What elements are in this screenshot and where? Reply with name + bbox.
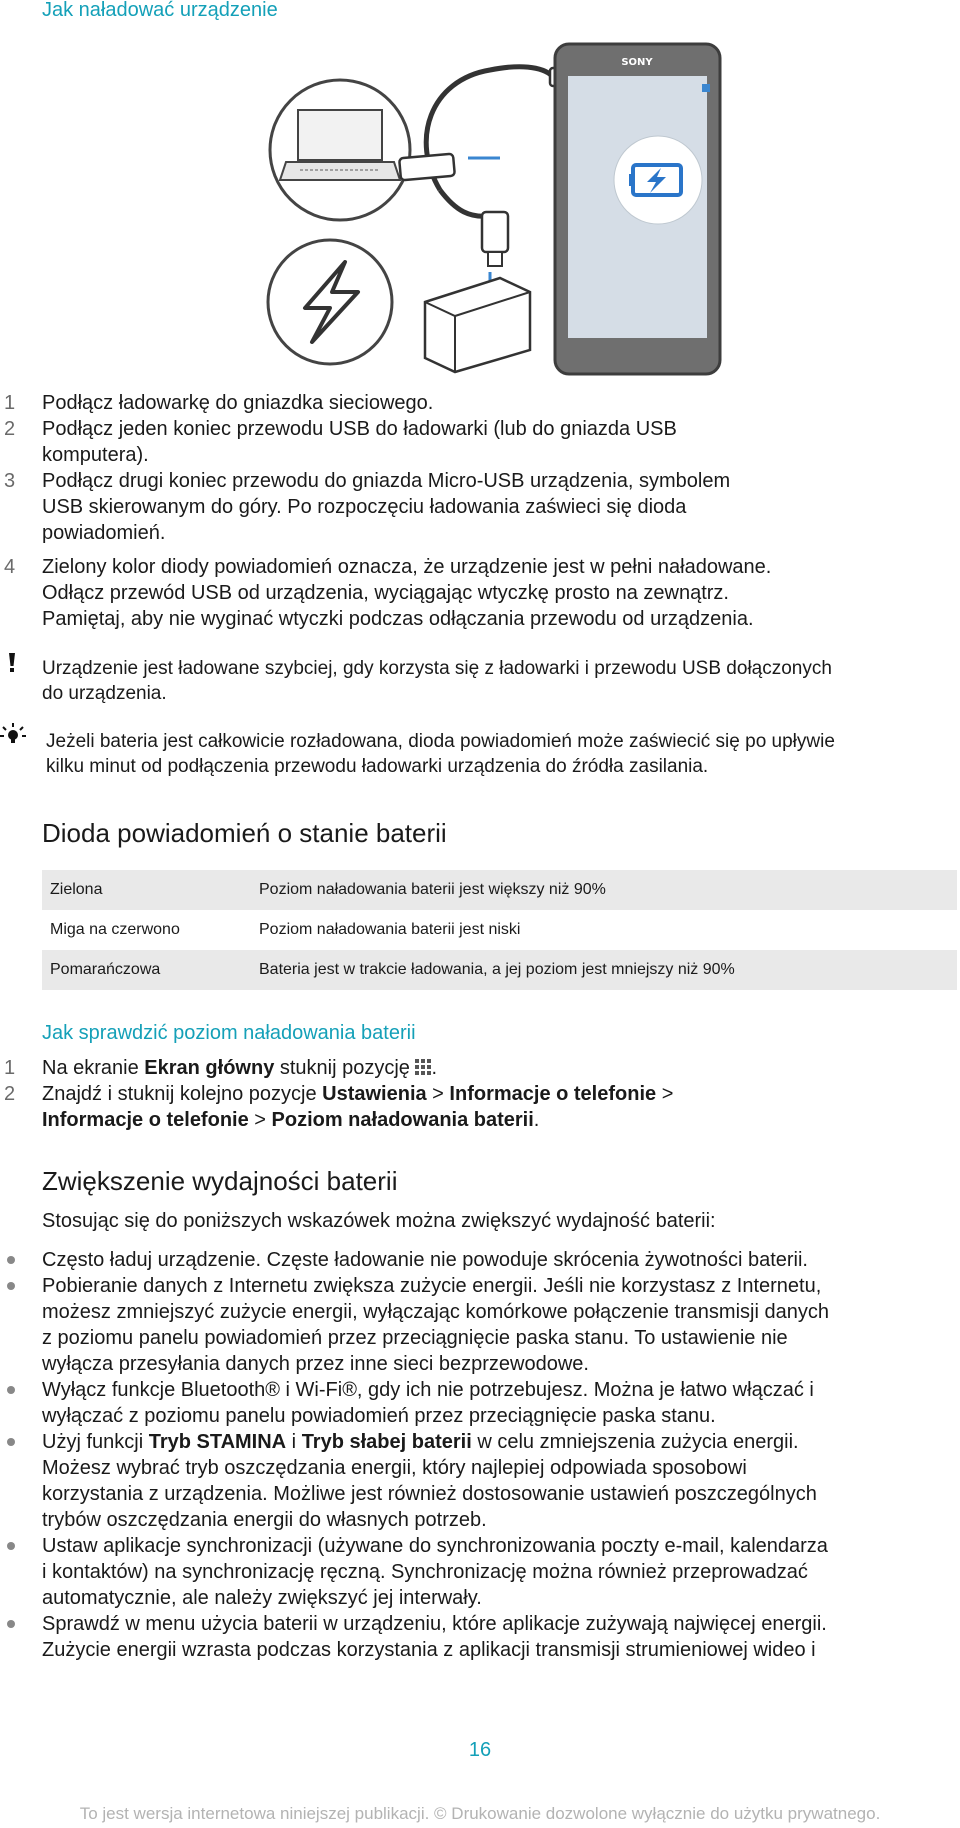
apps-grid-icon — [415, 1059, 431, 1075]
lightbulb-icon — [0, 722, 26, 748]
bullet-icon — [7, 1386, 15, 1394]
phone-illustration — [555, 44, 720, 374]
bullet-icon — [7, 1620, 15, 1628]
table-cell-color: Pomarańczowa — [50, 961, 161, 978]
home-screen-term: Ekran główny — [144, 1057, 275, 1079]
bullet-icon — [7, 1256, 15, 1264]
warning-note-line: Urządzenie jest ładowane szybciej, gdy korzysta się z ładowarki i przewodu USB dołączonych — [42, 658, 832, 679]
check-section-heading: Jak sprawdzić poziom naładowania baterii — [42, 1022, 416, 1044]
table-cell-meaning: Poziom naładowania baterii jest większy niż 90% — [259, 881, 606, 898]
table-cell-color: Zielona — [50, 881, 103, 898]
table-row — [42, 910, 957, 950]
led-status-table — [42, 870, 957, 990]
page-number: 16 — [468, 1739, 492, 1761]
bullet-icon — [7, 1282, 15, 1290]
exclamation-icon — [6, 652, 18, 674]
laptop-illustration — [270, 80, 410, 220]
led-section-heading: Dioda powiadomień o stanie baterii — [42, 818, 447, 848]
tip-note-line: Jeżeli bateria jest całkowicie rozładowana, dioda powiadomień może zaświecić się po upływie — [46, 731, 835, 752]
bullet-icon — [7, 1542, 15, 1550]
tip-note-line: kilku minut od podłączenia przewodu ładowarki urządzenia do źródła zasilania. — [46, 756, 709, 777]
table-cell-color: Miga na czerwono — [50, 921, 180, 938]
charger-illustration — [425, 278, 530, 372]
bullet-icon — [7, 1438, 15, 1446]
warning-note-line: do urządzenia. — [42, 683, 167, 704]
table-cell-meaning: Poziom naładowania baterii jest niski — [259, 921, 521, 938]
table-row — [42, 870, 957, 910]
battery-charging-icon — [629, 165, 681, 195]
table-cell-meaning: Bateria jest w trakcie ładowania, a jej poziom jest mniejszy niż 90% — [259, 961, 735, 978]
phone-brand-label: SONY — [621, 57, 653, 68]
power-outlet-illustration — [268, 240, 392, 364]
battery-section-intro: Stosując się do poniższych wskazówek można zwiększyć wydajność baterii: — [42, 1210, 716, 1232]
table-row — [42, 950, 957, 990]
charging-illustration — [250, 40, 730, 380]
battery-section-heading: Zwiększenie wydajności baterii — [42, 1166, 398, 1196]
footer-note: To jest wersja internetowa niniejszej publikacji. © Drukowanie dozwolone wyłącznie do użytku prywatnego. — [79, 1804, 881, 1823]
charge-section-heading: Jak naładować urządzenie — [42, 0, 278, 21]
